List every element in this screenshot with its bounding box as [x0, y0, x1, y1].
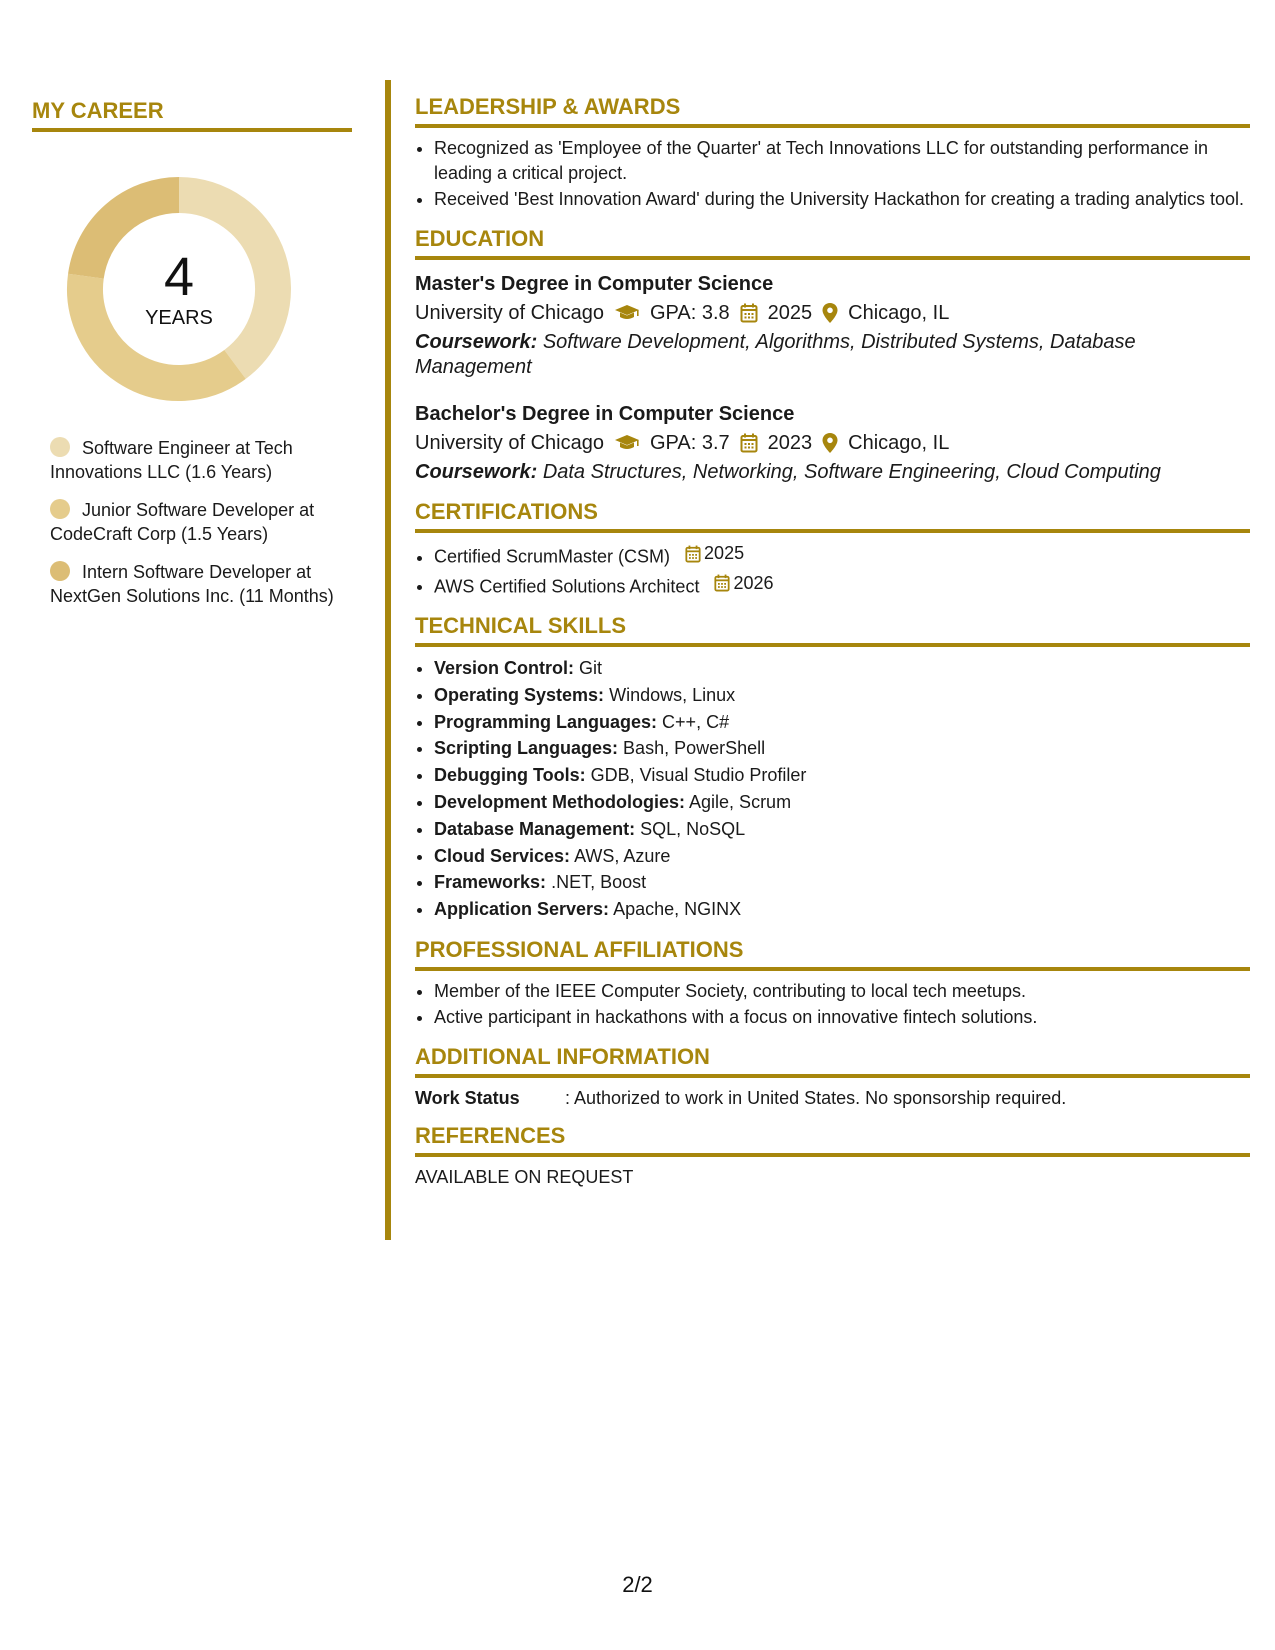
- skill-values: Agile, Scrum: [689, 791, 792, 812]
- leadership-title: LEADERSHIP & AWARDS: [415, 94, 1250, 128]
- skill-item: [434, 896, 1250, 923]
- legend-label: Intern Software Developer at NextGen Solutions Inc. (11 Months): [50, 562, 334, 606]
- skill-item: [434, 709, 1250, 736]
- skill-category: Database Management:: [434, 818, 636, 839]
- skill-values: Bash, PowerShell: [623, 738, 766, 759]
- education-section: [415, 226, 1250, 485]
- legend-item: [50, 560, 342, 608]
- school-location: Chicago, IL: [848, 432, 950, 454]
- affiliations-list: [415, 979, 1250, 1030]
- location-pin-icon: [822, 303, 838, 323]
- certification-item: [434, 541, 1250, 570]
- skills-title: TECHNICAL SKILLS: [415, 613, 1250, 647]
- main-content: [415, 94, 1250, 1202]
- skill-category: Programming Languages:: [434, 711, 658, 732]
- certifications-section: [415, 499, 1250, 599]
- coursework: [415, 460, 1250, 485]
- skill-values: GDB, Visual Studio Profiler: [590, 765, 807, 786]
- list-item: • Member of the IEEE Computer Society, contributing to local tech meetups.: [434, 979, 1250, 1004]
- certification-year: 2025: [704, 543, 745, 563]
- list-item: • Received 'Best Innovation Award' during the University Hackathon for creating a trading analytics tool.: [434, 187, 1250, 212]
- skill-values: Git: [579, 658, 603, 678]
- education-title: EDUCATION: [415, 226, 1250, 260]
- page-number: 2/2: [622, 1572, 653, 1597]
- skill-category: Scripting Languages:: [434, 738, 619, 759]
- skill-category: Cloud Services:: [434, 845, 571, 866]
- coursework: [415, 330, 1250, 380]
- coursework-text: Software Development, Algorithms, Distributed Systems, Database Management: [415, 331, 1136, 378]
- affiliations-section: [415, 937, 1250, 1030]
- work-status-row: [415, 1088, 1250, 1109]
- certifications-list: [415, 541, 1250, 599]
- affiliations-title: PROFESSIONAL AFFILIATIONS: [415, 937, 1250, 971]
- skill-values: AWS, Azure: [574, 845, 671, 866]
- skills-section: [415, 613, 1250, 923]
- leadership-list: [415, 136, 1250, 212]
- donut-center: [66, 176, 292, 402]
- skill-item: [434, 869, 1250, 896]
- skill-values: Apache, NGINX: [613, 899, 742, 920]
- legend-dot: [50, 499, 70, 519]
- skill-category: Version Control:: [434, 658, 575, 678]
- certification-name: AWS Certified Solutions Architect: [434, 576, 700, 596]
- graduation-year: 2023: [767, 432, 813, 454]
- references-title: REFERENCES: [415, 1123, 1250, 1157]
- legend-label: Junior Software Developer at CodeCraft Corp (1.5 Years): [50, 500, 315, 544]
- school-name: University of Chicago: [415, 432, 604, 454]
- skill-item: [434, 682, 1250, 709]
- career-legend: [50, 436, 342, 608]
- legend-label: Software Engineer at Tech Innovations LLC (1.6 Years): [50, 438, 293, 482]
- skill-item: [434, 789, 1250, 816]
- calendar-icon: [685, 545, 701, 563]
- calendar-icon: [740, 433, 758, 453]
- degree-name: Master's Degree in Computer Science: [415, 273, 774, 295]
- coursework-label: Coursework:: [415, 461, 538, 483]
- degree-name: Bachelor's Degree in Computer Science: [415, 403, 795, 425]
- list-item: • Active participant in hackathons with a focus on innovative fintech solutions.: [434, 1005, 1250, 1030]
- graduation-cap-icon: [614, 304, 640, 322]
- skill-category: Operating Systems:: [434, 684, 605, 705]
- career-sidebar: [32, 98, 352, 622]
- total-years-number: 4: [163, 246, 195, 307]
- education-entry: [415, 270, 1250, 380]
- legend-dot: [50, 561, 70, 581]
- certification-year: 2026: [733, 572, 774, 593]
- certification-item: [434, 571, 1250, 600]
- skill-item: [434, 843, 1250, 870]
- education-meta: [415, 428, 1250, 458]
- skill-item: [434, 816, 1250, 843]
- work-status-label: Work Status: [415, 1087, 520, 1108]
- skill-category: Frameworks:: [434, 872, 547, 893]
- certification-date: [685, 541, 744, 566]
- legend-item: [50, 498, 342, 546]
- skill-item: [434, 655, 1250, 682]
- calendar-icon: [714, 574, 730, 592]
- certification-name: Certified ScrumMaster (CSM): [434, 546, 671, 567]
- school-name: University of Chicago: [415, 302, 604, 324]
- gpa: GPA: 3.7: [649, 432, 730, 454]
- skill-values: .NET, Boost: [551, 872, 647, 893]
- legend-dot: [50, 437, 70, 457]
- career-title: MY CAREER: [32, 98, 352, 132]
- skill-values: SQL, NoSQL: [640, 818, 746, 839]
- education-entry: [415, 400, 1250, 485]
- additional-info-section: [415, 1044, 1250, 1109]
- certifications-title: CERTIFICATIONS: [415, 499, 1250, 533]
- additional-info-title: ADDITIONAL INFORMATION: [415, 1044, 1250, 1078]
- graduation-year: 2025: [767, 302, 813, 324]
- gpa: GPA: 3.8: [649, 302, 730, 324]
- graduation-cap-icon: [614, 434, 640, 452]
- career-donut-chart: [66, 176, 292, 402]
- leadership-section: [415, 94, 1250, 212]
- coursework-text: Data Structures, Networking, Software Engineering, Cloud Computing: [542, 461, 1161, 483]
- column-divider: [385, 80, 391, 1240]
- references-section: [415, 1123, 1250, 1188]
- legend-item: [50, 436, 342, 484]
- calendar-icon: [740, 303, 758, 323]
- education-meta: [415, 298, 1250, 328]
- skill-values: Windows, Linux: [609, 684, 736, 705]
- skill-item: [434, 762, 1250, 789]
- coursework-label: Coursework:: [415, 331, 538, 353]
- skill-item: [434, 735, 1250, 762]
- total-years-unit: YEARS: [145, 306, 213, 329]
- work-status-value: : Authorized to work in United States. No sponsorship required.: [565, 1087, 1067, 1108]
- skill-category: Debugging Tools:: [434, 765, 586, 786]
- location-pin-icon: [822, 433, 838, 453]
- school-location: Chicago, IL: [848, 302, 950, 324]
- list-item: • Recognized as 'Employee of the Quarter' at Tech Innovations LLC for outstanding performance in leading a critical project.: [434, 136, 1250, 186]
- skill-category: Development Methodologies:: [434, 791, 686, 812]
- skill-values: C++, C#: [662, 711, 730, 732]
- skill-category: Application Servers:: [434, 899, 610, 920]
- certification-date: [714, 571, 773, 596]
- references-text: AVAILABLE ON REQUEST: [415, 1166, 634, 1187]
- skills-list: [415, 655, 1250, 923]
